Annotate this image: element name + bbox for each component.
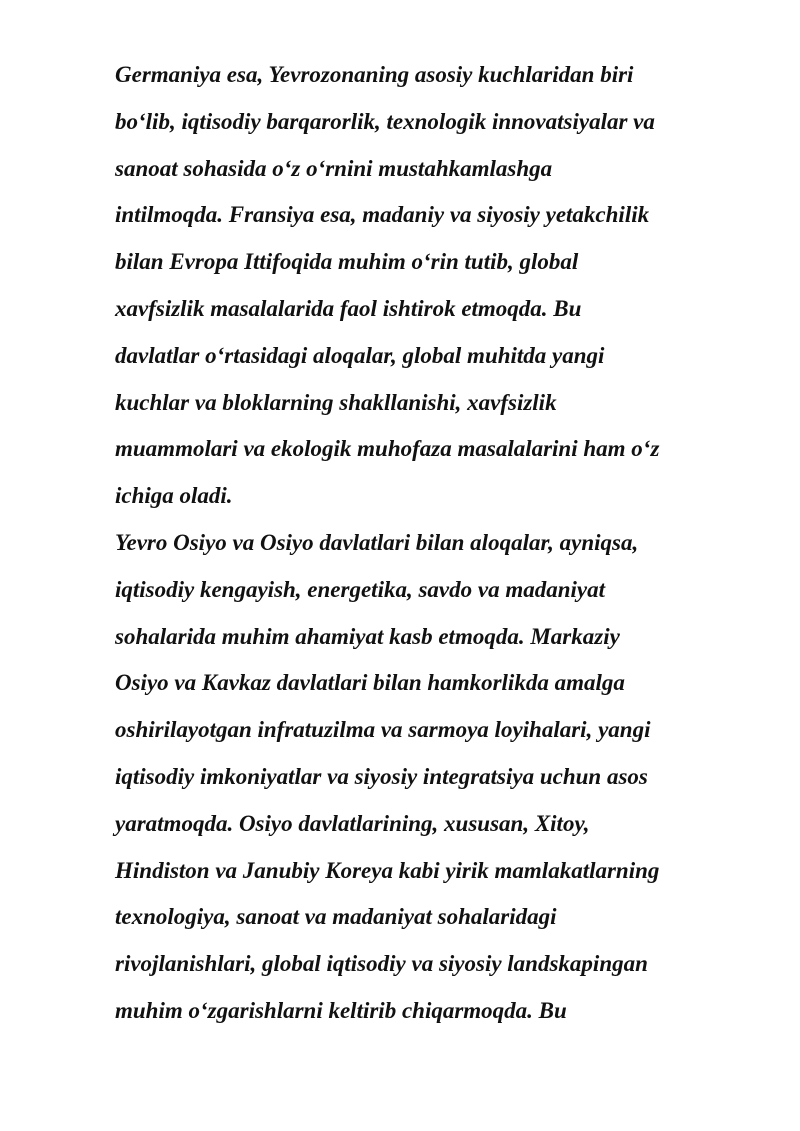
text-line: sohalarida muhim ahamiyat kasb etmoqda. Markaziy xyxy=(115,623,620,649)
text-line: iqtisodiy kengayish, energetika, savdo va madaniyat xyxy=(115,576,605,602)
text-line: kuchlar va bloklarning shakllanishi, xavfsizlik xyxy=(115,389,557,415)
text-line: davlatlar o‘rtasidagi aloqalar, global muhitda yangi xyxy=(115,342,605,368)
text-line: rivojlanishlari, global iqtisodiy va siyosiy landskapingan xyxy=(115,951,648,977)
text-line: texnologiya, sanoat va madaniyat sohalaridagi xyxy=(115,904,557,930)
text-line: ichiga oladi. xyxy=(115,483,233,509)
text-line: Germaniya esa, Yevrozonaning asosiy kuchlaridan biri xyxy=(115,62,634,87)
text-line: Osiyo va Kavkaz davlatlari bilan hamkorlikda amalga xyxy=(115,670,625,696)
text-line: muammolari va ekologik muhofaza masalalarini ham o‘z xyxy=(115,436,660,462)
text-line: sanoat sohasida o‘z o‘rnini mustahkamlashga xyxy=(115,155,553,181)
text-line: Hindiston va Janubiy Koreya kabi yirik mamlakatlarning xyxy=(115,857,660,883)
text-line: iqtisodiy imkoniyatlar va siyosiy integratsiya uchun asos xyxy=(115,763,648,789)
text-line: xavfsizlik masalalarida faol ishtirok etmoqda. Bu xyxy=(115,295,582,321)
text-line: intilmoqda. Fransiya esa, madaniy va siyosiy yetakchilik xyxy=(115,202,650,228)
text-line: Yevro Osiyo va Osiyo davlatlari bilan aloqalar, ayniqsa, xyxy=(115,529,639,555)
body-text xyxy=(115,52,765,1035)
text-line: bilan Evropa Ittifoqida muhim o‘rin tutib, global xyxy=(115,249,579,275)
text-line: muhim o‘zgarishlarni keltirib chiqarmoqda. Bu xyxy=(115,997,567,1023)
text-line: oshirilayotgan infratuzilma va sarmoya loyihalari, yangi xyxy=(115,717,651,743)
text-line: yaratmoqda. Osiyo davlatlarining, xususan, Xitoy, xyxy=(115,810,590,836)
text-line: bo‘lib, iqtisodiy barqarorlik, texnologik innovatsiyalar va xyxy=(115,108,655,134)
